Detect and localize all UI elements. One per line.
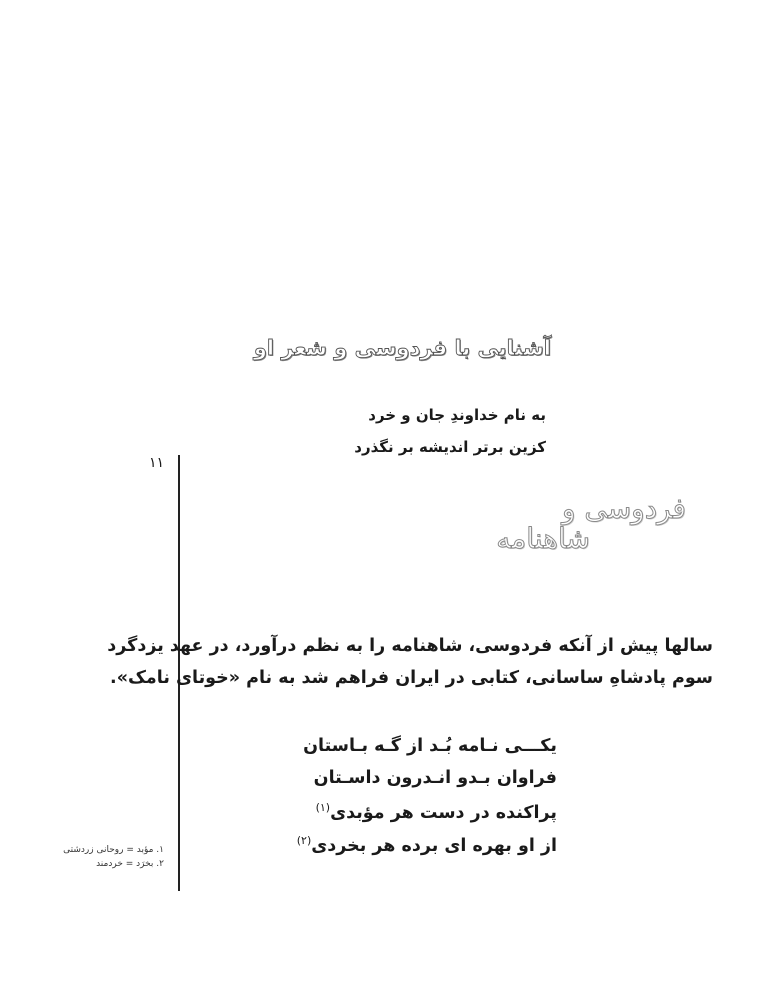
footnote-marker-2: (۲): [296, 834, 312, 847]
chapter-title-line-2: شاهنامه: [496, 522, 590, 555]
page-number: ۱۱: [149, 455, 165, 471]
footnote-1: ۱. مؤبد = روحانی زردشتی: [63, 845, 164, 855]
epigraph-line-2: کزین برتر اندیشه بر نگذرد: [354, 438, 546, 456]
verse-text: پراکنده در دست هر مؤبدی: [330, 802, 557, 823]
chapter-title: [475, 492, 690, 562]
chapter-title-line-1: فردوسی و: [561, 492, 686, 525]
verse-line-3: [316, 801, 557, 823]
verse-text: از او بهره ای برده هر بخردی: [311, 835, 557, 856]
verse-text: یکـــی نـامه بُـد از گـه بـاستان: [303, 736, 557, 756]
verse-text: فراوان بـدو انـدرون داسـتان: [313, 768, 557, 788]
verse-line-2: [314, 768, 557, 788]
footnote-marker-1: (۱): [315, 801, 331, 814]
section-title: آشنایی با فردوسی و شعر او: [253, 336, 551, 360]
prose-line-1: سالها پیش از آنکه فردوسی، شاهنامه را به نظم درآورد، در عهد یزدگرد: [107, 636, 713, 656]
verse-line-4: [297, 834, 557, 856]
epigraph-line-1: به نام خداوندِ جان و خرد: [368, 406, 546, 424]
prose-line-2: سوم پادشاهِ ساسانی، کتابی در ایران فراهم شد به نام «خوتای نامک».: [110, 668, 713, 688]
verse-line-1: [303, 736, 557, 756]
footnote-2: ۲. بخرَد = خردمند: [96, 859, 164, 869]
